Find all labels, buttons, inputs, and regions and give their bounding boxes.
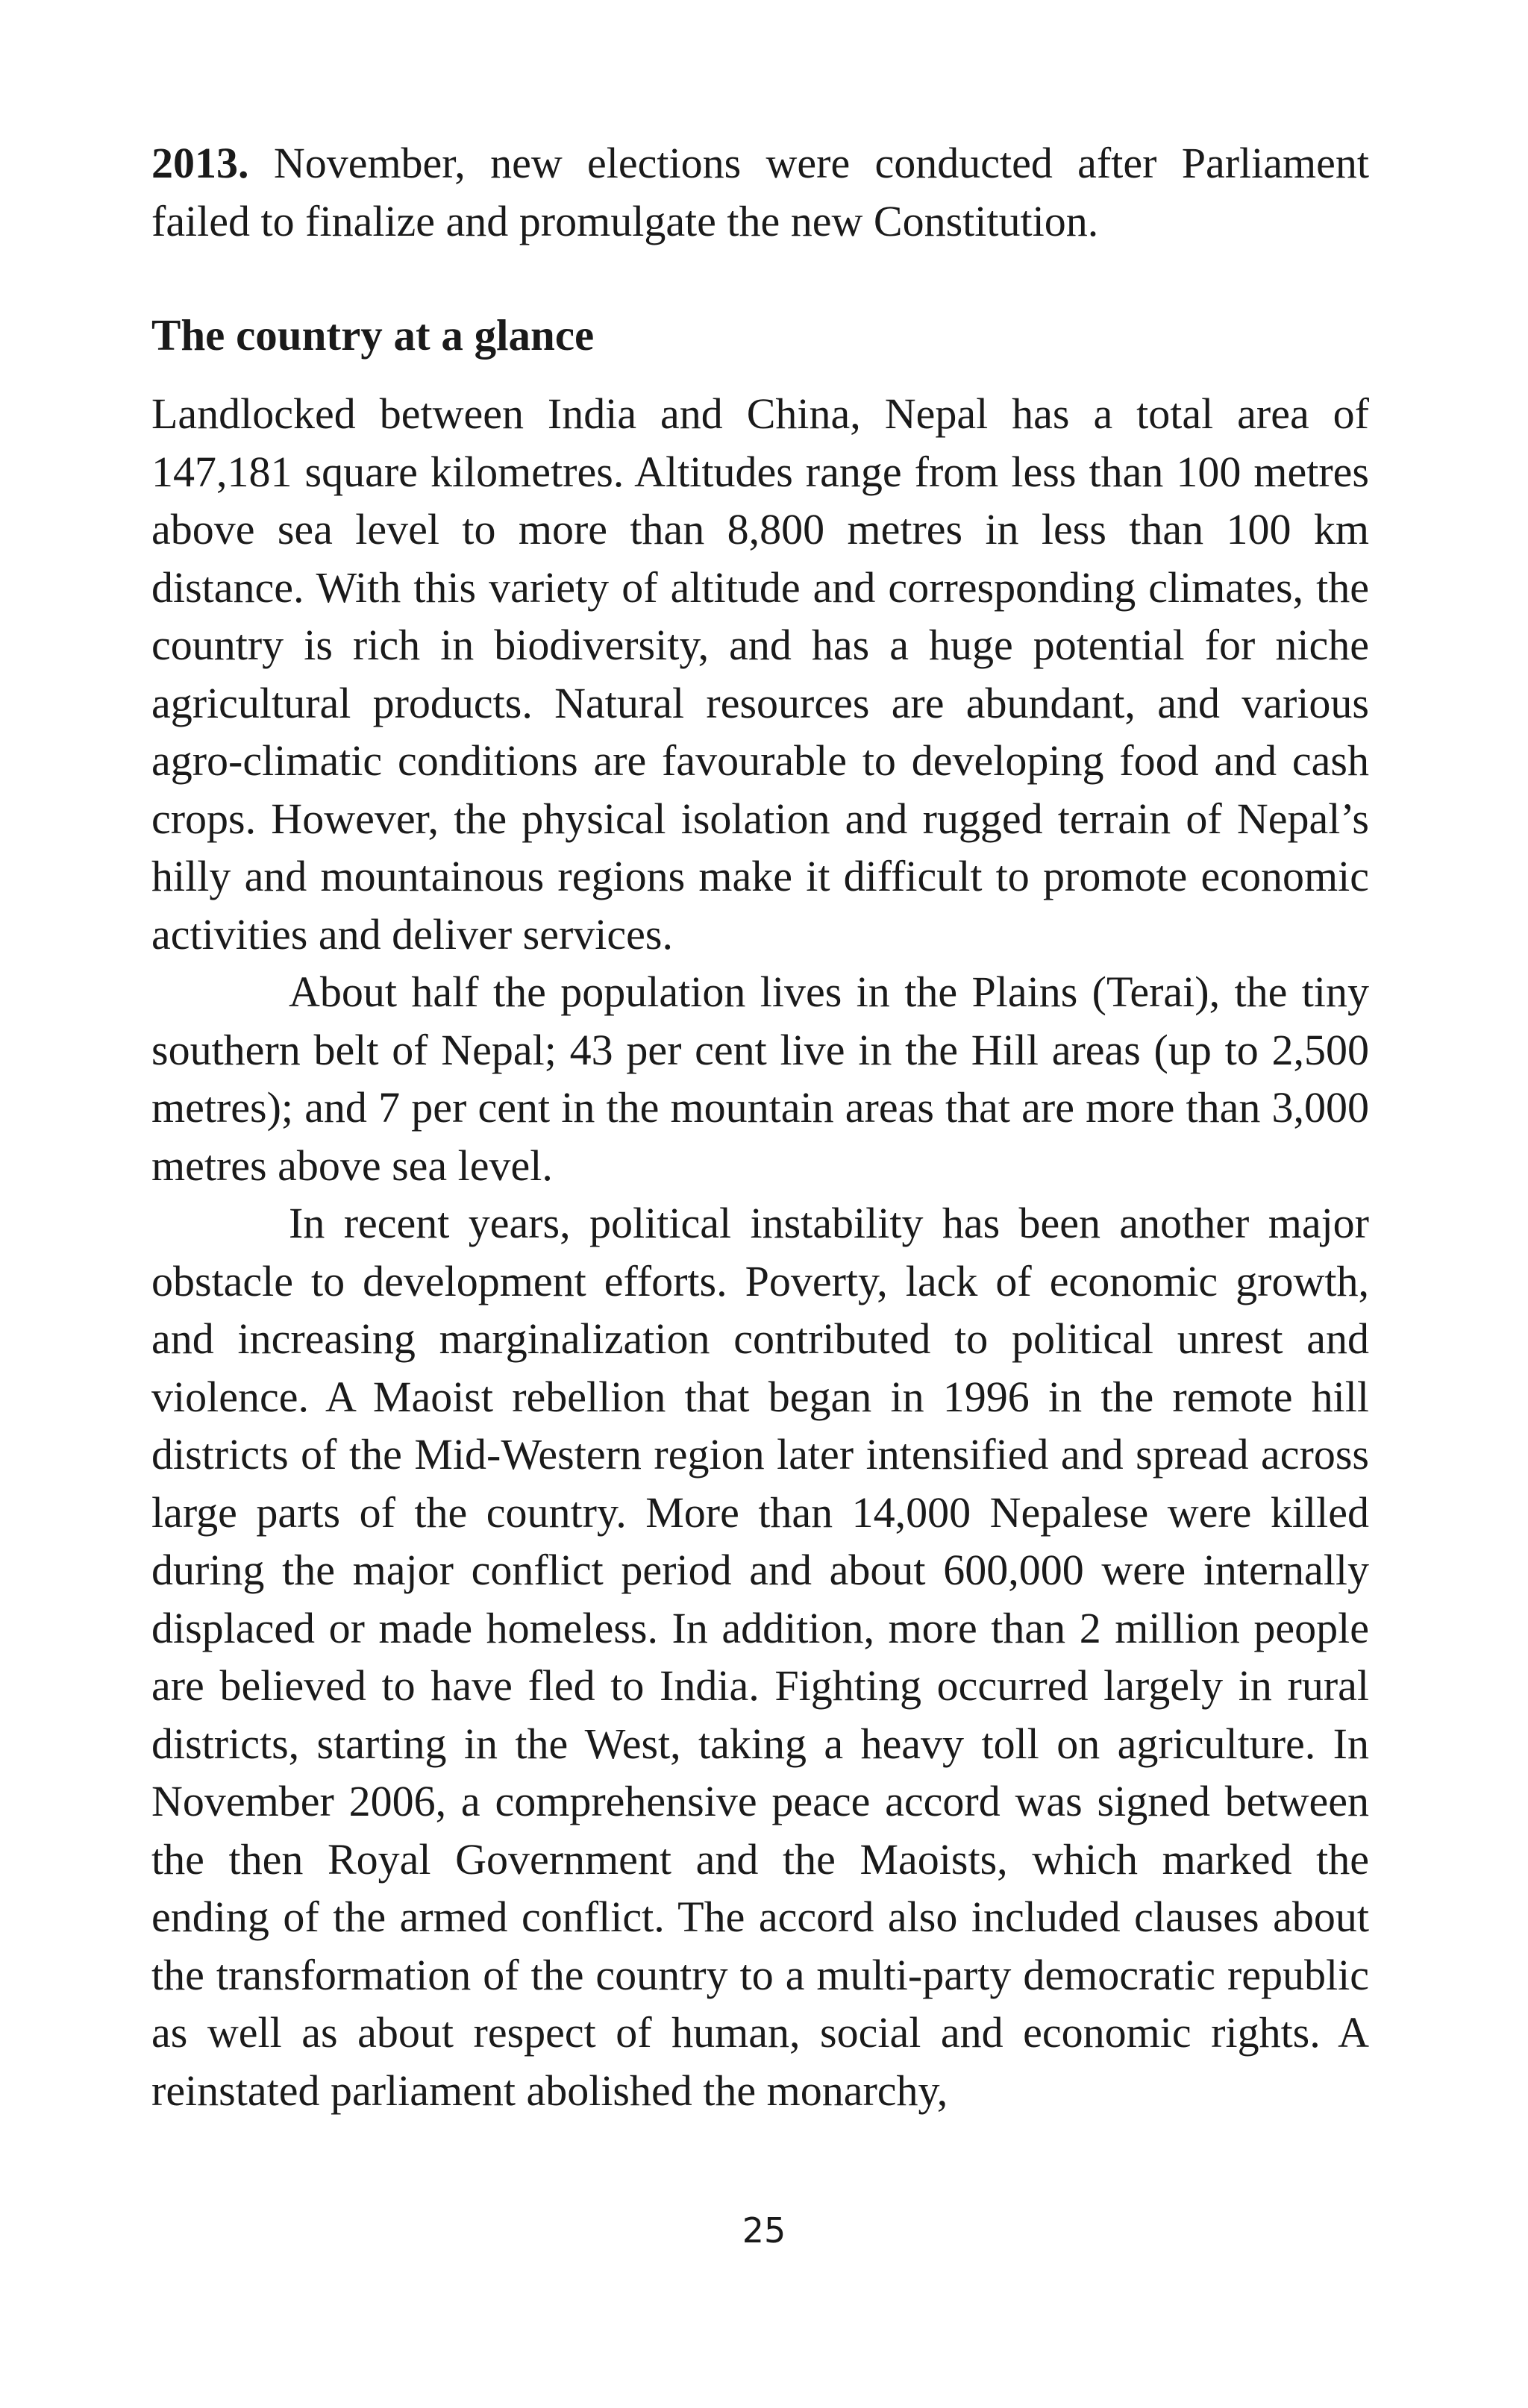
paragraph-geography: Landlocked between India and China, Nepal has a total area of 147,181 square kilometres. Altitudes range from less than 100 metres above sea level to more than 8,800 metres in less than 100 km distance. With this variety of altitude and corresponding climates, the country is rich in biodiversity, and has a huge potential for niche agricultural products. Natural resources are abundant, and various agro-climatic conditions are favourable to developing food and cash crops. However, the physical isolation and rugged terrain of Nepal’s hilly and mountainous regions make it difficult to promote economic activities and deliver services. (151, 389, 1369, 959)
intro-year: 2013. (151, 139, 249, 187)
section-heading: The country at a glance (151, 310, 595, 360)
page-number: 25 (742, 2210, 786, 2251)
intro-text: November, new elections were conducted after Parliament failed to finalize and promulgate the new Constitution. (151, 139, 1369, 245)
intro-paragraph (151, 134, 1369, 250)
page-content (151, 134, 1369, 2119)
paragraph-political: In recent years, political instability has been another major obstacle to development efforts. Poverty, lack of economic growth, and increasing marginalization contributed to political unrest and violence. A Maoist rebellion that began in 1996 in the remote hill districts of the Mid-Western region later intensified and spread across large parts of the country. More than 14,000 Nepalese were killed during the major conflict period and about 600,000 were internally displaced or made homeless. In addition, more than 2 million people are believed to have fled to India. Fighting occurred largely in rural districts, starting in the West, taking a heavy toll on agriculture. In November 2006, a comprehensive peace accord was signed between the then Royal Government and the Maoists, which marked the ending of the armed conflict. The accord also included clauses about the transformation of the country to a multi-party democratic republic as well as about respect of human, social and economic rights. A reinstated parliament abolished the monarchy, (151, 1199, 1369, 2115)
paragraph-population: About half the population lives in the Plains (Terai), the tiny southern belt of Nepal; 43 per cent live in the Hill areas (up to 2,500 metres); and 7 per cent in the mountain areas that are more than 3,000 metres above sea level. (151, 968, 1369, 1190)
